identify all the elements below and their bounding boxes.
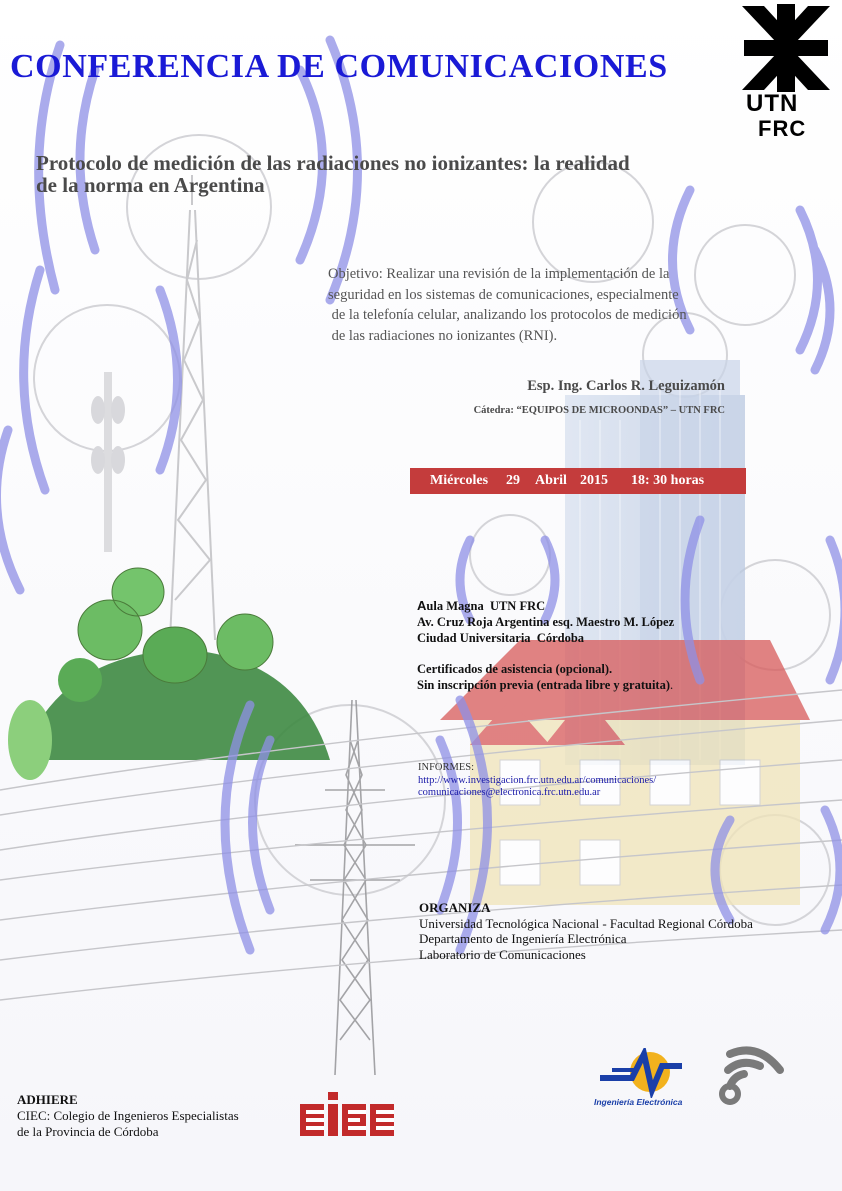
adhiere-label: ADHIERE — [17, 1092, 78, 1107]
catedra-label: Cátedra: “EQUIPOS DE MICROONDAS” – UTN FRC — [473, 405, 725, 416]
adhiere-line: de la Provincia de Córdoba — [17, 1124, 159, 1139]
informes-label: INFORMES: — [418, 762, 475, 773]
venue-block — [417, 598, 674, 646]
objective-line: de la telefonía celular, analizando los protocolos de medición — [328, 307, 687, 323]
adhiere-block — [17, 1092, 239, 1140]
wireless-signal-icon — [708, 1044, 788, 1108]
speaker-name: Esp. Ing. Carlos R. Leguizamón — [527, 378, 725, 394]
wireless-signal-logo — [708, 1044, 788, 1108]
informes-url-link[interactable]: http://www.investigacion.frc.utn.edu.ar/comunicaciones/ — [418, 774, 657, 786]
organiza-line: Departamento de Ingeniería Electrónica — [419, 931, 627, 946]
informes-email-link[interactable]: comunicaciones@electronica.frc.utn.edu.ar — [418, 787, 601, 798]
organiza-line: Laboratorio de Comunicaciones — [419, 946, 586, 962]
ie-logo-text: Ingeniería Electrónica — [594, 1097, 683, 1107]
date-year: 2015 — [580, 473, 608, 488]
objective-text — [328, 264, 738, 346]
date-time: 18: 30 horas — [631, 473, 705, 488]
objective-line: de las radiaciones no ionizantes (RNI). — [328, 327, 558, 344]
venue-line-2: Av. Cruz Roja Argentina esq. Maestro M. López — [417, 615, 675, 629]
venue-initial: A — [417, 598, 427, 613]
ciec-logo — [298, 1088, 398, 1140]
date-weekday: Miércoles — [430, 473, 489, 488]
utn-logo — [740, 4, 832, 144]
venue-line-1 — [417, 598, 674, 614]
logo-frc-text: FRC — [758, 116, 807, 141]
page-title: CONFERENCIA DE COMUNICACIONES — [10, 48, 668, 85]
date-banner — [410, 468, 746, 494]
objective-line: Objetivo: Realizar una revisión de la implementación de la — [328, 266, 670, 282]
venue-line-3: Ciudad Universitaria Córdoba — [417, 631, 585, 645]
certificates-line-2-text: Sin inscripción previa (entrada libre y gratuita) — [417, 678, 671, 692]
venue-line-1-rest: ula Magna UTN FRC — [426, 599, 546, 613]
certificates-line-2 — [417, 677, 673, 693]
talk-title-line-1: Protocolo de medición de las radiaciones no ionizantes: la realidad — [36, 151, 630, 175]
certificates-block — [417, 661, 673, 693]
ingenieria-electronica-logo — [592, 1048, 688, 1110]
ie-emblem-icon — [592, 1048, 688, 1098]
certificates-line-1: Certificados de asistencia (opcional). — [417, 662, 613, 676]
objective-line: seguridad en los sistemas de comunicaciones, especialmente — [328, 286, 679, 303]
date-month: Abril — [535, 473, 567, 488]
logo-utn-text: UTN — [746, 90, 799, 117]
date-day: 29 — [506, 473, 520, 488]
ciec-logo-icon — [298, 1088, 398, 1140]
talk-title-line-2: de la norma en Argentina — [36, 173, 265, 197]
organiza-line: Universidad Tecnológica Nacional - Facultad Regional Córdoba — [419, 915, 753, 931]
organiza-label: ORGANIZA — [419, 900, 491, 915]
certificates-line-2-end: . — [670, 678, 674, 692]
talk-title — [36, 152, 736, 196]
adhiere-line: CIEC: Colegio de Ingenieros Especialistas — [17, 1108, 239, 1123]
organiza-block — [419, 900, 753, 962]
informes-block — [418, 762, 656, 800]
